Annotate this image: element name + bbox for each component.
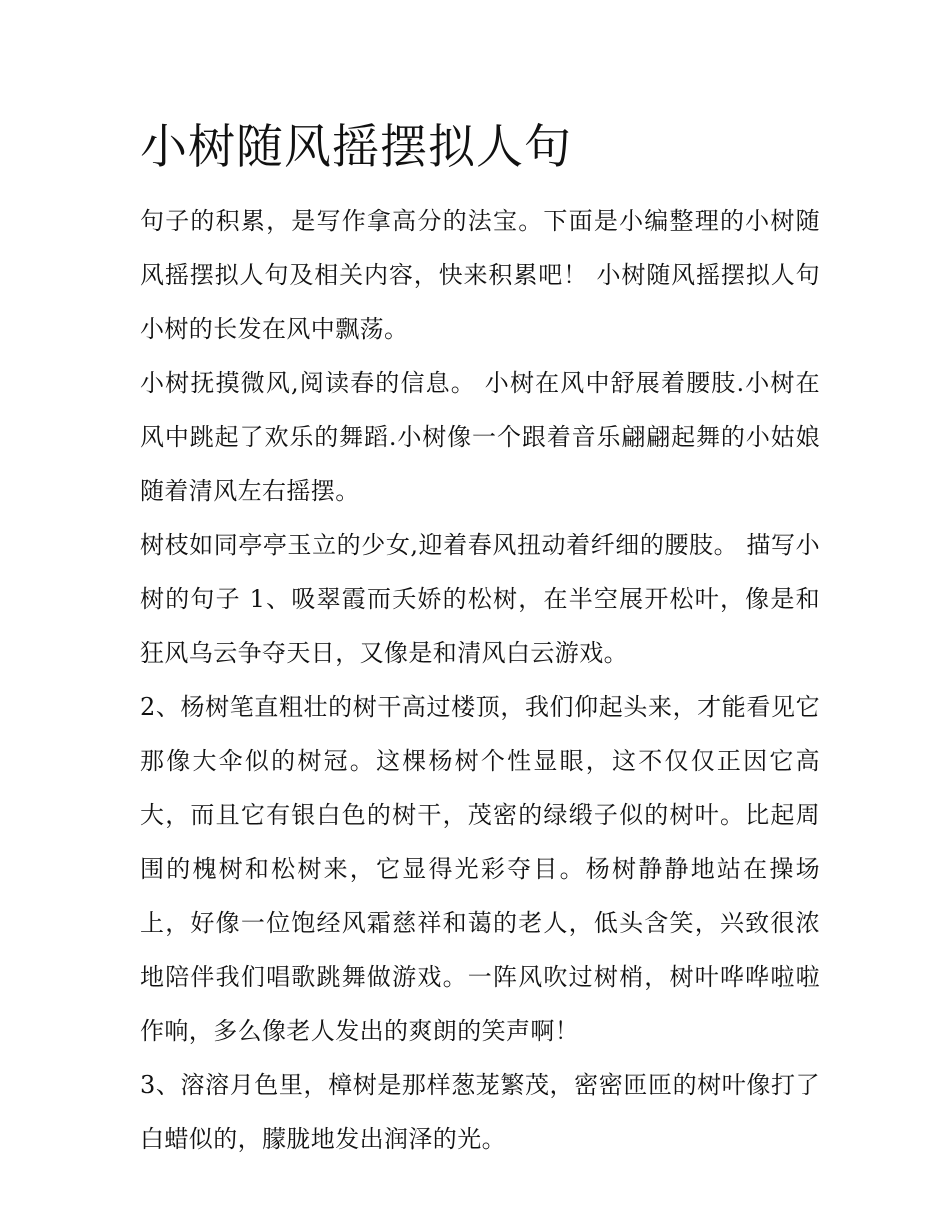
paragraph-1: 句子的积累，是写作拿高分的法宝。下面是小编整理的小树随风摇摆拟人句及相关内容，快来积累吧！ 小树随风摇摆拟人句 小树的长发在风中飘荡。 <box>140 207 820 343</box>
document-title: 小树随风摇摆拟人句 <box>140 120 572 175</box>
document-page <box>140 112 820 1166</box>
paragraph-2: 小树抚摸微风,阅读春的信息。 小树在风中舒展着腰肢.小树在风中跳起了欢乐的舞蹈.小树像一个跟着音乐翩翩起舞的小姑娘随着清风左右摇摆。 <box>140 369 820 505</box>
paragraph-3: 树枝如同亭亭玉立的少女,迎着春风扭动着纤细的腰肢。 描写小树的句子 1、吸翠霞而夭娇的松树，在半空展开松叶，像是和狂风乌云争夺天日，又像是和清风白云游戏。 <box>140 531 820 667</box>
paragraph-5: 3、溶溶月色里，樟树是那样葱茏繁茂，密密匝匝的树叶像打了白蜡似的，朦胧地发出润泽的光。 <box>140 1071 820 1153</box>
paragraph-4: 2、杨树笔直粗壮的树干高过楼顶，我们仰起头来，才能看见它那像大伞似的树冠。这棵杨树个性显眼，这不仅仅正因它高大，而且它有银白色的树干，茂密的绿缎子似的树叶。比起周围的槐树和松树来，它显得光彩夺目。杨树静静地站在操场上，好像一位饱经风霜慈祥和蔼的老人，低头含笑，兴致很浓地陪伴我们唱歌跳舞做游戏。一阵风吹过树梢，树叶哗哗啦啦作响，多么像老人发出的爽朗的笑声啊！ <box>140 693 820 1045</box>
